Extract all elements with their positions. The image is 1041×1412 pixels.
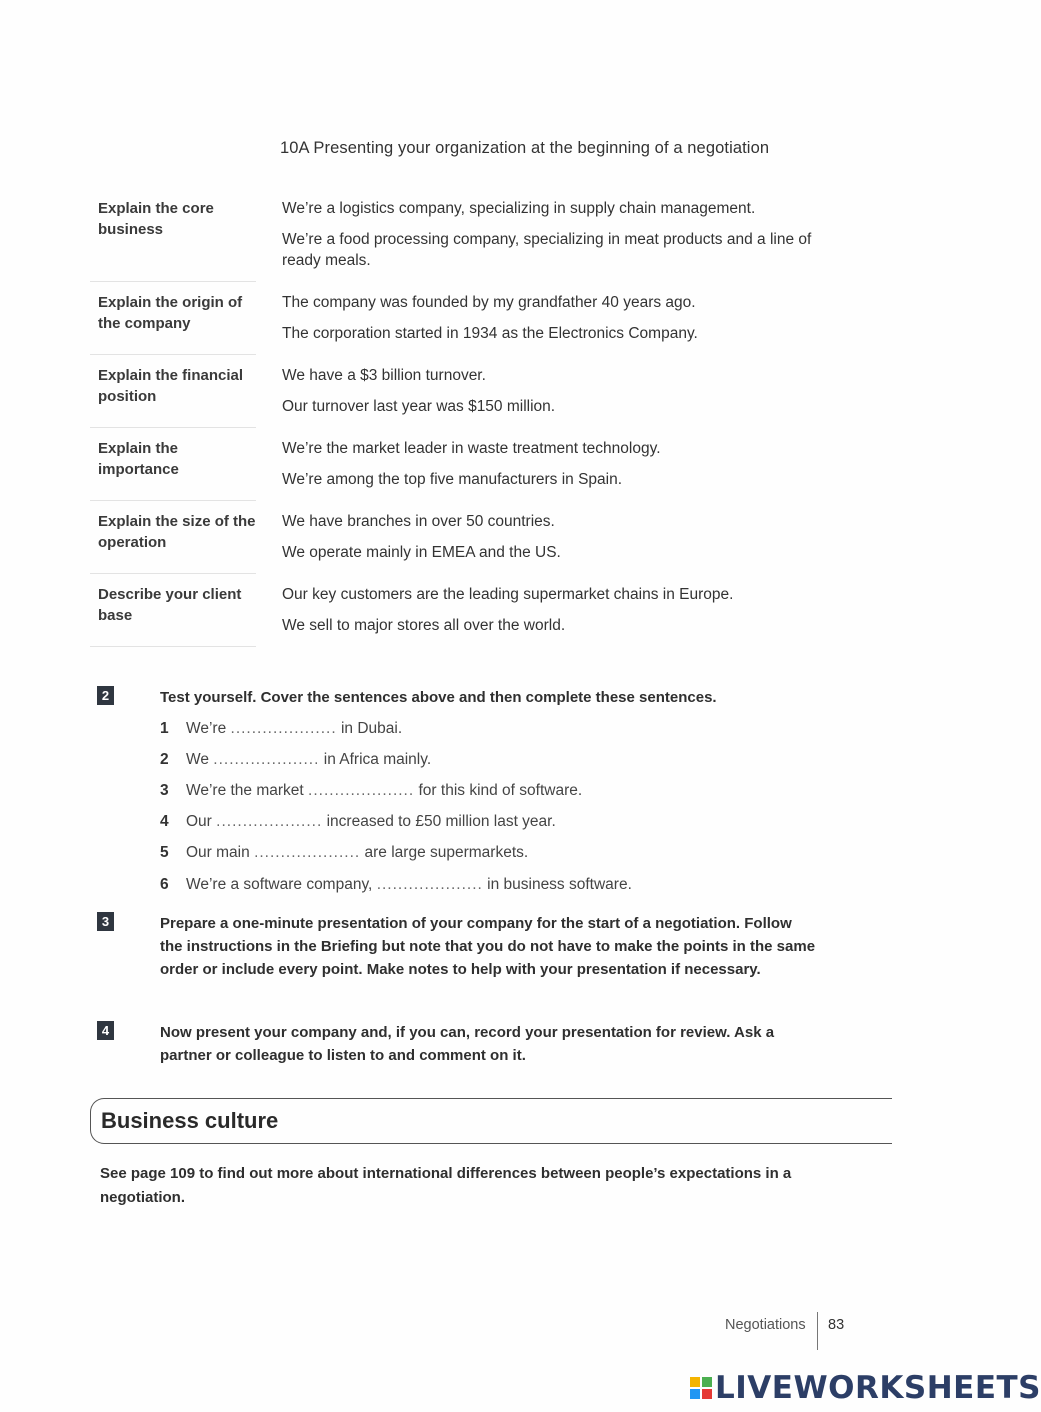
business-culture-text: See page 109 to find out more about international differences between people’s expectations in a negotiation. — [100, 1165, 792, 1206]
row-divider — [90, 281, 256, 282]
item-number: 5 — [160, 844, 169, 862]
phrase-row — [90, 438, 820, 500]
row-divider — [90, 573, 256, 574]
logo-icon — [690, 1377, 712, 1399]
exercise-number-badge: 4 — [97, 1021, 114, 1040]
phrase-label: Explain the size of the operation — [98, 513, 256, 551]
phrase-example: We operate mainly in EMEA and the US. — [282, 544, 561, 561]
phrase-label: Explain the importance — [98, 440, 179, 478]
section-title: Business culture — [101, 1108, 279, 1133]
business-culture-header — [90, 1098, 892, 1144]
phrase-label: Explain the financial position — [98, 367, 244, 405]
row-divider — [90, 500, 256, 501]
list-item — [160, 838, 817, 869]
blank-field[interactable]: .................... — [216, 813, 323, 831]
exercise-instruction: Now present your company and, if you can, record your presentation for review. Ask a partner or colleague to listen to and comment on it. — [160, 1024, 775, 1064]
footer-section-name: Negotiations — [725, 1317, 806, 1333]
phrase-row — [90, 292, 820, 354]
blank-field[interactable]: .................... — [230, 719, 337, 737]
list-item — [160, 869, 817, 900]
phrase-example: The corporation started in 1934 as the Electronics Company. — [282, 325, 698, 342]
list-item — [160, 807, 817, 838]
logo-square — [702, 1389, 712, 1399]
blank-field[interactable]: .................... — [254, 844, 361, 862]
item-text-after: for this kind of software. — [418, 781, 583, 799]
item-text-before: We — [186, 750, 209, 768]
item-text-after: in Africa mainly. — [323, 750, 432, 768]
item-text-before: We’re — [186, 719, 227, 737]
brand-name: LIVEWORKSHEETS — [715, 1370, 1041, 1406]
phrase-example: We’re a logistics company, specializing in supply chain management. — [282, 200, 756, 217]
item-number: 4 — [160, 813, 169, 831]
item-text-before: Our — [186, 813, 212, 831]
exercise-items — [160, 713, 817, 900]
exercise-2 — [97, 686, 817, 900]
phrase-example: We’re among the top five manufacturers in Spain. — [282, 471, 623, 488]
item-text-before: Our main — [186, 844, 250, 862]
item-text-before: We’re the market — [186, 781, 304, 799]
item-text-after: are large supermarkets. — [364, 844, 529, 862]
phrase-example: We’re a food processing company, specializing in meat products and a line of ready meals. — [282, 231, 812, 269]
list-item — [160, 775, 817, 806]
exercise-3 — [97, 912, 817, 981]
item-number: 6 — [160, 875, 169, 893]
exercise-instruction: Test yourself. Cover the sentences above and then complete these sentences. — [160, 689, 717, 706]
item-text-before: We’re a software company, — [186, 875, 373, 893]
phrase-row — [90, 511, 820, 573]
list-item — [160, 713, 817, 744]
item-text-after: in business software. — [487, 875, 632, 893]
list-item — [160, 744, 817, 775]
page-number: 83 — [828, 1317, 845, 1333]
phrase-example: We have a $3 billion turnover. — [282, 367, 486, 384]
item-text-after: in Dubai. — [340, 719, 403, 737]
phrase-table — [90, 198, 820, 657]
logo-square — [702, 1377, 712, 1387]
phrase-row — [90, 365, 820, 427]
phrase-example: Our turnover last year was $150 million. — [282, 398, 556, 415]
blank-field[interactable]: .................... — [308, 781, 415, 799]
phrase-label: Explain the core business — [98, 200, 214, 238]
item-number: 3 — [160, 781, 169, 799]
phrase-label: Explain the origin of the company — [98, 294, 243, 332]
exercise-4 — [97, 1021, 817, 1067]
row-divider — [90, 427, 256, 428]
item-number: 1 — [160, 719, 169, 737]
phrase-example: The company was founded by my grandfather 40 years ago. — [282, 294, 696, 311]
phrase-example: We have branches in over 50 countries. — [282, 513, 555, 530]
phrase-label: Describe your client base — [98, 586, 242, 624]
page-title: 10A Presenting your organization at the beginning of a negotiation — [280, 139, 770, 157]
row-divider — [90, 354, 256, 355]
row-divider — [90, 646, 256, 647]
logo-square — [690, 1389, 700, 1399]
phrase-example: We’re the market leader in waste treatment technology. — [282, 440, 661, 457]
footer-divider — [817, 1312, 818, 1350]
phrase-row — [90, 584, 820, 646]
logo-square — [690, 1377, 700, 1387]
phrase-example: We sell to major stores all over the world. — [282, 617, 566, 634]
blank-field[interactable]: .................... — [376, 875, 483, 893]
exercise-number-badge: 3 — [97, 912, 114, 931]
exercise-instruction: Prepare a one-minute presentation of your company for the start of a negotiation. Follow the instructions in the Briefing but note that you do not have to make the points in the same order or include every point. Make notes to help with your presentation if necessary. — [160, 915, 816, 978]
item-text-after: increased to £50 million last year. — [326, 813, 556, 831]
item-number: 2 — [160, 750, 169, 768]
exercise-number-badge: 2 — [97, 686, 114, 705]
blank-field[interactable]: .................... — [213, 750, 320, 768]
liveworksheets-logo[interactable] — [690, 1370, 1041, 1406]
phrase-example: Our key customers are the leading supermarket chains in Europe. — [282, 586, 734, 603]
phrase-row — [90, 198, 820, 281]
